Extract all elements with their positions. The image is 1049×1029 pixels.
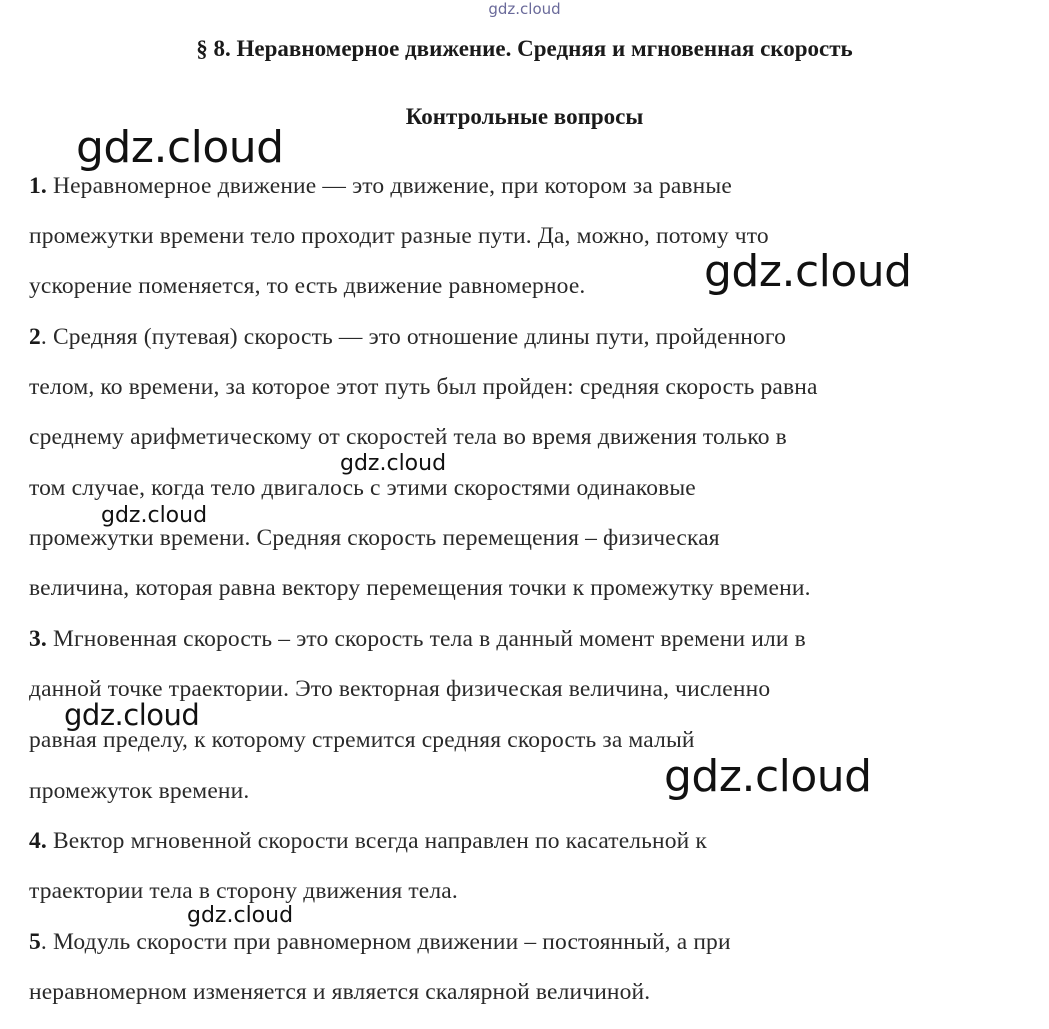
section-title: § 8. Неравномерное движение. Средняя и мгновенная скорость <box>196 36 853 61</box>
answer-2-line-3: среднему арифметическому от скоростей тела во время движения только в <box>29 424 787 450</box>
answer-2-number: 2 <box>29 324 41 350</box>
watermark: gdz.cloud <box>704 246 912 297</box>
answer-3-line-1: 3. Мгновенная скорость – это скорость тела в данный момент времени или в <box>29 626 806 652</box>
watermark: gdz.cloud <box>187 903 294 928</box>
answer-2-line-2: телом, ко времени, за которое этот путь был пройден: средняя скорость равна <box>29 374 818 400</box>
answer-2-line-1: 2. Средняя (путевая) скорость — это отношение длины пути, пройденного <box>29 324 787 350</box>
answer-5-line-2: неравномерном изменяется и является скалярной величиной. <box>29 979 651 1005</box>
answer-5-line-1: 5. Модуль скорости при равномерном движении – постоянный, а при <box>29 929 731 955</box>
subtitle: Контрольные вопросы <box>405 104 644 129</box>
answer-1-line-2: промежутки времени тело проходит разные пути. Да, можно, потому что <box>29 223 769 249</box>
answer-2-line-5: промежутки времени. Средняя скорость перемещения – физическая <box>29 525 720 551</box>
answer-4-line-1: 4. Вектор мгновенной скорости всегда направлен по касательной к <box>29 828 707 854</box>
answer-5-number: 5 <box>29 929 41 955</box>
watermark: gdz.cloud <box>101 503 208 528</box>
answer-3-line-3: равная пределу, к которому стремится средняя скорость за малый <box>29 727 695 753</box>
answer-1-number: 1. <box>29 173 47 199</box>
answer-1-line-3: ускорение поменяется, то есть движение равномерное. <box>29 273 586 299</box>
watermark: gdz.cloud <box>76 122 284 173</box>
answer-3-line-2: данной точке траектории. Это векторная физическая величина, численно <box>29 676 771 702</box>
answer-2-line-6: величина, которая равна вектору перемещения точки к промежутку времени. <box>29 575 811 601</box>
answer-1-line-1: 1. Неравномерное движение — это движение, при котором за равные <box>29 173 732 199</box>
watermark: gdz.cloud <box>64 698 200 732</box>
answer-2-line-4: том случае, когда тело двигалось с этими скоростями одинаковые <box>29 475 696 501</box>
watermark: gdz.cloud <box>340 451 447 476</box>
answer-3-line-4: промежуток времени. <box>29 778 250 804</box>
answer-3-number: 3. <box>29 626 47 652</box>
answer-4-line-2: траектории тела в сторону движения тела. <box>29 878 458 904</box>
watermark: gdz.cloud <box>664 751 872 802</box>
answer-4-number: 4. <box>29 828 47 854</box>
top-watermark: gdz.cloud <box>488 0 561 18</box>
